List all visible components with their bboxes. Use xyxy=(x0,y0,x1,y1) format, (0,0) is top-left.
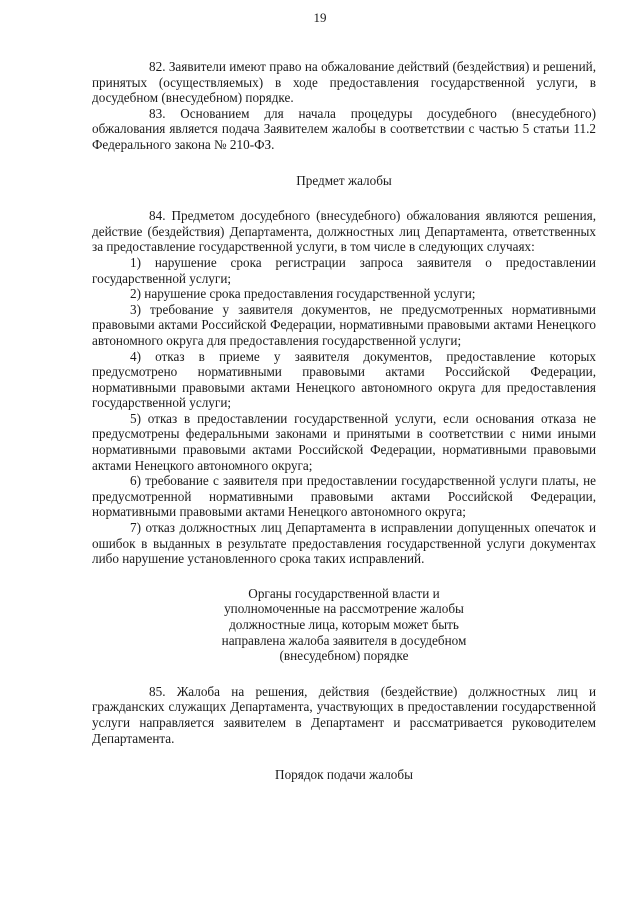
list-item: 5) отказ в предоставлении государственной услуги, если основания отказа не предусмотрены федеральными законами и принятыми в соответствии с ними иными нормативными правовыми актами Российской Федерации, нормативными правовыми актами Ненецкого автономного округа; xyxy=(92,410,596,473)
paragraph-83: 83. Основанием для начала процедуры досудебного (внесудебного) обжалования является подача Заявителем жалобы в соответствии с частью 5 статьи 11.2 Федерального закона № 210-ФЗ. xyxy=(92,105,596,152)
list-item: 6) требование с заявителя при предоставлении государственной услуги платы, не предусмотренной нормативными правовыми актами Российской Федерации, нормативными правовыми актами Ненецкого автономного округа; xyxy=(92,473,596,520)
list-item: 7) отказ должностных лиц Департамента в исправлении допущенных опечаток и ошибок в выданных в результате предоставления государственной услуги документах либо нарушение установленного срока таких исправлений. xyxy=(92,520,596,567)
grounds-list xyxy=(92,255,596,567)
list-item: 4) отказ в приеме у заявителя документов, предоставление которых предусмотрено нормативными правовыми актами Российской Федерации, нормативными правовыми актами Ненецкого автономного округа для предоставления государственной услуги; xyxy=(92,348,596,411)
list-item: 2) нарушение срока предоставления государственной услуги; xyxy=(130,286,476,302)
paragraph-82: 82. Заявители имеют право на обжалование действий (бездействия) и решений, принятых (осуществляемых) в ходе предоставления государственной услуги, в досудебном (внесудебном) порядке. xyxy=(92,59,596,106)
list-item: 3) требование у заявителя документов, не предусмотренных нормативными правовыми актами Российской Федерации, нормативными правовыми актами Ненецкого автономного округа для предоставления государственной услуги; xyxy=(92,301,596,348)
list-item: 1) нарушение срока регистрации запроса заявителя о предоставлении государственной услуги; xyxy=(92,254,596,286)
heading-filing-procedure: Порядок подачи жалобы xyxy=(275,767,413,783)
paragraph-85: 85. Жалоба на решения, действия (бездействие) должностных лиц и гражданских служащих Департамента, участвующих в предоставлении государственной услуги направляется заявителем в Департамент и рассматривается руководителем Департамента. xyxy=(92,683,596,746)
document-body xyxy=(92,59,596,783)
page-number: 19 xyxy=(313,10,327,25)
paragraph-84: 84. Предметом досудебного (внесудебного) обжалования являются решения, действие (бездействия) Департамента, должностных лиц Департамента, ответственных за предоставление государственной услуги, в том числе в следующих случаях: xyxy=(92,208,596,255)
heading-complaint-subject: Предмет жалобы xyxy=(296,172,392,188)
heading-authorities: Органы государственной власти и уполномоченные на рассмотрение жалобы должностные лица, которым может быть направлена жалоба заявителя в досудебном (внесудебном) порядке xyxy=(221,585,467,664)
